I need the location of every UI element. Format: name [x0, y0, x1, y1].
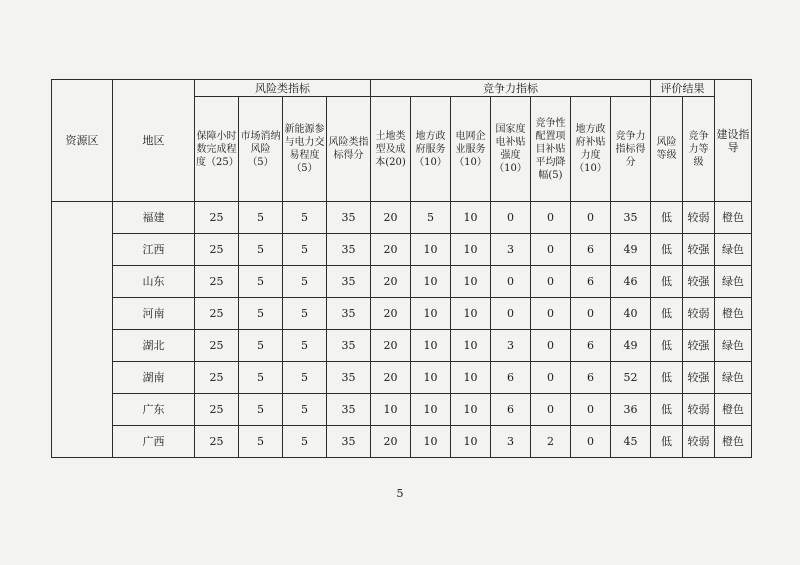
table-row [52, 362, 752, 394]
cell-evaluation: 低 [651, 202, 683, 234]
cell-comp-score: 20 [371, 330, 411, 362]
cell-risk-score: 5 [283, 202, 327, 234]
cell-comp-score: 3 [491, 330, 531, 362]
cell-suggestion: 橙色 [715, 202, 752, 234]
cell-comp-score: 0 [531, 298, 571, 330]
cell-evaluation: 低 [651, 394, 683, 426]
cell-risk-score: 35 [327, 234, 371, 266]
cell-comp-score: 5 [411, 202, 451, 234]
cell-risk-score: 5 [239, 266, 283, 298]
cell-risk-score: 35 [327, 202, 371, 234]
cell-comp-score: 46 [611, 266, 651, 298]
evaluation-table [51, 79, 752, 458]
header-comp-4: 国家度电补贴强度（10） [491, 97, 531, 202]
cell-risk-score: 5 [283, 330, 327, 362]
cell-comp-score: 0 [491, 298, 531, 330]
cell-comp-score: 35 [611, 202, 651, 234]
cell-risk-score: 35 [327, 362, 371, 394]
cell-comp-score: 10 [451, 362, 491, 394]
cell-suggestion: 绿色 [715, 234, 752, 266]
cell-comp-score: 40 [611, 298, 651, 330]
cell-evaluation: 低 [651, 330, 683, 362]
cell-comp-score: 6 [491, 362, 531, 394]
cell-risk-score: 5 [283, 394, 327, 426]
table-body [52, 202, 752, 458]
header-eval-2: 竞争力等级 [683, 97, 715, 202]
cell-comp-score: 10 [451, 426, 491, 458]
cell-suggestion: 橙色 [715, 298, 752, 330]
cell-suggestion: 橙色 [715, 426, 752, 458]
cell-risk-score: 5 [239, 234, 283, 266]
header-risk-1: 保障小时数完成程度（25） [195, 97, 239, 202]
cell-suggestion: 绿色 [715, 266, 752, 298]
header-comp-7: 竞争力指标得分 [611, 97, 651, 202]
header-comp-1: 土地类型及成本(20) [371, 97, 411, 202]
cell-comp-score: 10 [451, 234, 491, 266]
table-row [52, 266, 752, 298]
cell-evaluation: 低 [651, 234, 683, 266]
header-risk-3: 新能源参与电力交易程度（5） [283, 97, 327, 202]
cell-comp-score: 0 [531, 202, 571, 234]
cell-risk-score: 35 [327, 330, 371, 362]
cell-evaluation: 低 [651, 426, 683, 458]
cell-comp-score: 6 [571, 362, 611, 394]
header-group-evaluation: 评价结果 [651, 80, 715, 97]
cell-comp-score: 0 [571, 202, 611, 234]
cell-risk-score: 5 [283, 362, 327, 394]
header-comp-2: 地方政府服务（10） [411, 97, 451, 202]
cell-risk-score: 35 [327, 298, 371, 330]
cell-comp-score: 10 [411, 426, 451, 458]
cell-comp-score: 0 [531, 234, 571, 266]
cell-evaluation: 较弱 [683, 394, 715, 426]
cell-comp-score: 0 [531, 266, 571, 298]
cell-risk-score: 5 [239, 298, 283, 330]
cell-region: 湖北 [113, 330, 195, 362]
cell-risk-score: 5 [283, 234, 327, 266]
header-suggestion: 建设指导 [715, 80, 752, 202]
cell-risk-score: 25 [195, 266, 239, 298]
cell-risk-score: 35 [327, 394, 371, 426]
cell-evaluation: 较弱 [683, 202, 715, 234]
cell-risk-score: 25 [195, 202, 239, 234]
cell-risk-score: 5 [283, 426, 327, 458]
cell-comp-score: 49 [611, 234, 651, 266]
cell-evaluation: 较强 [683, 330, 715, 362]
cell-region: 广西 [113, 426, 195, 458]
cell-comp-score: 36 [611, 394, 651, 426]
cell-comp-score: 10 [451, 266, 491, 298]
cell-risk-score: 25 [195, 330, 239, 362]
cell-comp-score: 20 [371, 266, 411, 298]
cell-risk-score: 5 [239, 426, 283, 458]
header-group-competitiveness: 竞争力指标 [371, 80, 651, 97]
table-row [52, 298, 752, 330]
cell-risk-score: 35 [327, 266, 371, 298]
cell-comp-score: 6 [571, 234, 611, 266]
cell-suggestion: 绿色 [715, 330, 752, 362]
cell-comp-score: 10 [411, 330, 451, 362]
cell-comp-score: 0 [531, 330, 571, 362]
header-risk-4: 风险类指标得分 [327, 97, 371, 202]
cell-comp-score: 20 [371, 202, 411, 234]
cell-risk-score: 5 [239, 330, 283, 362]
cell-resource-area [52, 202, 113, 458]
cell-comp-score: 10 [411, 394, 451, 426]
cell-comp-score: 10 [451, 330, 491, 362]
cell-risk-score: 5 [283, 266, 327, 298]
cell-risk-score: 25 [195, 394, 239, 426]
cell-comp-score: 10 [451, 202, 491, 234]
cell-comp-score: 20 [371, 362, 411, 394]
cell-region: 湖南 [113, 362, 195, 394]
cell-comp-score: 0 [571, 298, 611, 330]
cell-region: 河南 [113, 298, 195, 330]
cell-comp-score: 10 [411, 266, 451, 298]
cell-comp-score: 6 [571, 330, 611, 362]
cell-evaluation: 较弱 [683, 426, 715, 458]
header-comp-6: 地方政府补贴力度（10） [571, 97, 611, 202]
header-group-row [52, 80, 752, 97]
cell-evaluation: 较强 [683, 234, 715, 266]
cell-comp-score: 0 [491, 202, 531, 234]
cell-comp-score: 3 [491, 234, 531, 266]
cell-comp-score: 49 [611, 330, 651, 362]
cell-comp-score: 3 [491, 426, 531, 458]
cell-comp-score: 20 [371, 298, 411, 330]
cell-region: 福建 [113, 202, 195, 234]
cell-comp-score: 6 [571, 266, 611, 298]
cell-risk-score: 25 [195, 298, 239, 330]
cell-risk-score: 25 [195, 234, 239, 266]
cell-comp-score: 0 [571, 394, 611, 426]
cell-comp-score: 20 [371, 234, 411, 266]
cell-comp-score: 52 [611, 362, 651, 394]
cell-comp-score: 10 [451, 298, 491, 330]
cell-risk-score: 25 [195, 426, 239, 458]
header-region: 地区 [113, 80, 195, 202]
table-row [52, 202, 752, 234]
cell-comp-score: 45 [611, 426, 651, 458]
cell-comp-score: 0 [531, 394, 571, 426]
cell-evaluation: 较强 [683, 362, 715, 394]
cell-risk-score: 5 [239, 202, 283, 234]
cell-comp-score: 0 [531, 362, 571, 394]
cell-evaluation: 低 [651, 266, 683, 298]
cell-suggestion: 橙色 [715, 394, 752, 426]
cell-evaluation: 低 [651, 298, 683, 330]
cell-region: 江西 [113, 234, 195, 266]
cell-risk-score: 35 [327, 426, 371, 458]
cell-risk-score: 5 [239, 394, 283, 426]
table-row [52, 394, 752, 426]
header-group-risk: 风险类指标 [195, 80, 371, 97]
table-row [52, 330, 752, 362]
cell-evaluation: 低 [651, 362, 683, 394]
cell-evaluation: 较弱 [683, 298, 715, 330]
cell-comp-score: 2 [531, 426, 571, 458]
cell-comp-score: 10 [411, 234, 451, 266]
page-number: 5 [396, 487, 404, 500]
cell-evaluation: 较强 [683, 266, 715, 298]
cell-suggestion: 绿色 [715, 362, 752, 394]
cell-risk-score: 5 [239, 362, 283, 394]
header-resource-area: 资源区 [52, 80, 113, 202]
header-eval-1: 风险等级 [651, 97, 683, 202]
cell-comp-score: 20 [371, 426, 411, 458]
cell-region: 山东 [113, 266, 195, 298]
header-risk-2: 市场消纳风险（5） [239, 97, 283, 202]
cell-comp-score: 10 [371, 394, 411, 426]
cell-comp-score: 0 [491, 266, 531, 298]
header-comp-3: 电网企业服务（10） [451, 97, 491, 202]
cell-comp-score: 10 [411, 298, 451, 330]
cell-region: 广东 [113, 394, 195, 426]
cell-risk-score: 25 [195, 362, 239, 394]
cell-comp-score: 10 [451, 394, 491, 426]
table-row [52, 234, 752, 266]
table-row [52, 426, 752, 458]
cell-comp-score: 6 [491, 394, 531, 426]
cell-comp-score: 10 [411, 362, 451, 394]
header-comp-5: 竞争性配置项目补贴平均降幅(5) [531, 97, 571, 202]
cell-risk-score: 5 [283, 298, 327, 330]
cell-comp-score: 0 [571, 426, 611, 458]
